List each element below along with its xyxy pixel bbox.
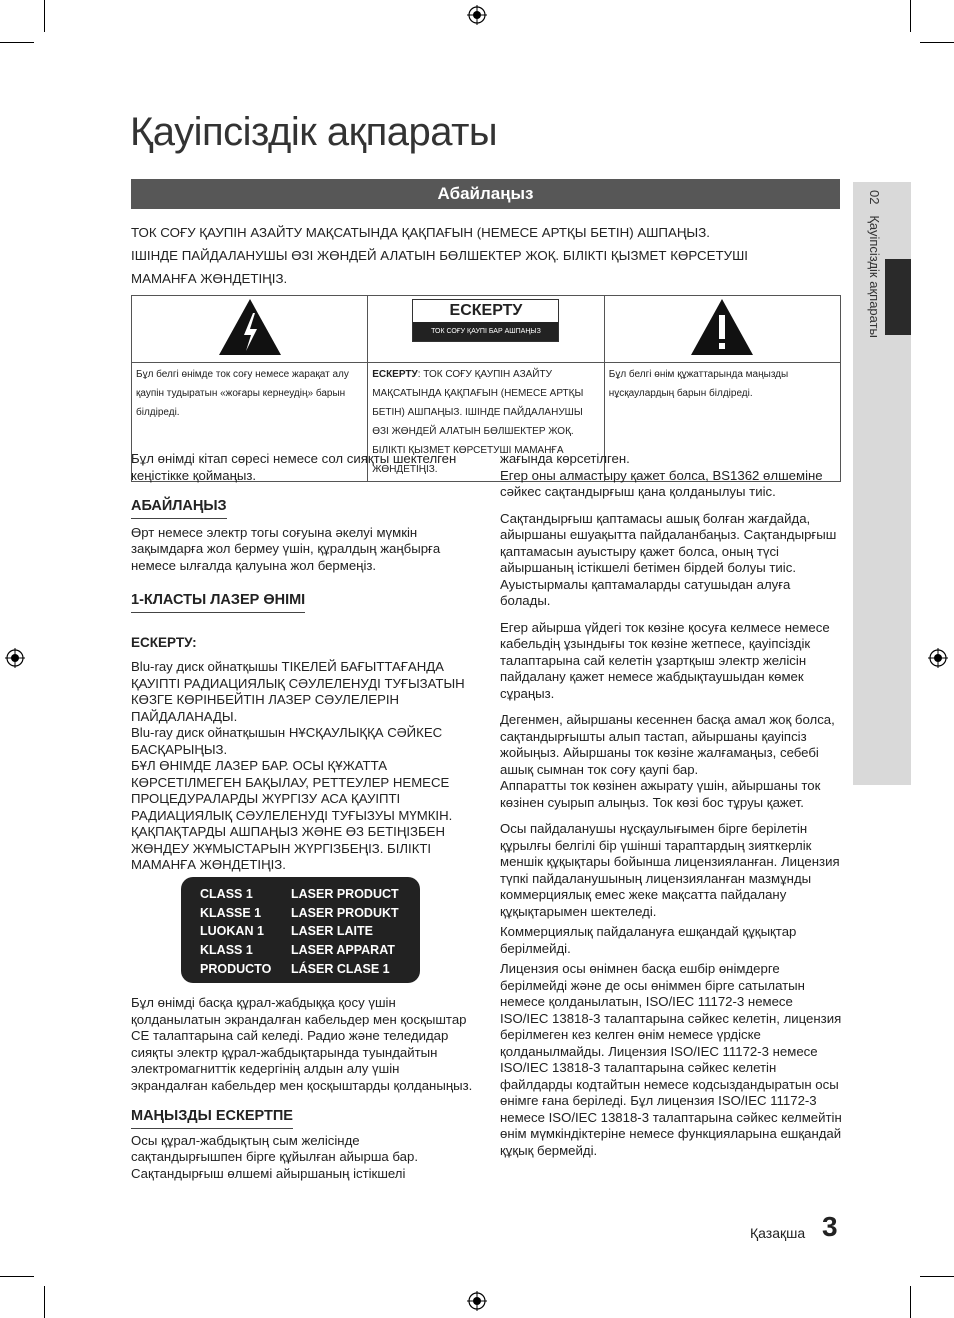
caution-box-cell <box>368 296 605 363</box>
paragraph: Осы пайдаланушы нұсқаулығымен бірге берілетін құрылғы белгілі бір үшінші тараптардың зияткерлік меншік құқықтары бойынша лицензияланған. Лицензия түпкі пайдаланушының лицензияланған мазмұнды коммерциялық емес жеке мақсатта пайдалану құқықтарымен шектеледі. <box>500 821 840 919</box>
lightning-cell <box>132 296 368 363</box>
sub-heading: ЕСКЕРТУ: <box>131 634 197 650</box>
left-column <box>131 451 473 884</box>
section-heading: МАҢЫЗДЫ ЕСКЕРТПЕ <box>131 1108 293 1129</box>
paragraph: Өрт немесе электр тогы соғуына әкелуі мүмкін зақымдарға жол бермеу үшін, құралдың жаңбырға немесе ылғалда қалуына жол бермеңіз. <box>131 524 441 573</box>
paragraph: Blu-ray диск ойнатқышы ТІКЕЛЕЙ БАҒЫТТАҒАНДА ҚАУІПТІ РАДИАЦИЯЛЫҚ СӘУЛЕЛЕНУДІ ТУҒЫЗАТЫН КӨЗГЕ КӨРІНБЕЙТІН ЛАЗЕР СӘУЛЕЛЕРІН ПАЙДАЛАНАДЫ. <box>131 659 465 724</box>
paragraph: Blu-ray диск ойнатқышын НҰСҚАУЛЫҚҚА СӘЙКЕС БАСҚАРЫҢЫЗ. <box>131 725 443 757</box>
crop-mark <box>910 0 911 32</box>
footer-language: Қазақша <box>750 1225 806 1241</box>
section-heading: АБАЙЛАҢЫЗ <box>131 498 227 519</box>
crop-mark <box>910 1286 911 1318</box>
exclamation-warning-icon <box>689 297 755 357</box>
paragraph: Бұл өнімді басқа құрал-жабдыққа қосу үшін қолданылатын экрандалған кабельдер мен қосқыштар CE талаптарына сай келеді. Радио және теледидар сияқты электр құрал-жабдықтарында туындайтын электромагниттік кедергінің алдын алу үшін экрандалған кабельдер мен қосқыштарды қолданыңыз. <box>131 995 473 1093</box>
left-column-lower <box>131 995 473 1192</box>
laser-label-row: KLASS 1 LASER APPARAT <box>200 943 395 957</box>
lightning-description: Бұл белгі өнімде ток соғу немесе жарақат алу қаупін тудыратын «жоғары кернеудің» барын білдіреді. <box>132 363 368 482</box>
page-number: 3 <box>822 1211 838 1242</box>
crop-mark <box>0 42 34 43</box>
paragraph: Аппаратты ток көзінен ажырату үшін, айыршаны ток көзінен суырып алыңыз. Ток көзі бос тұруы қажет. <box>500 778 821 810</box>
registration-target-icon <box>928 648 948 668</box>
caution-box-sub: ТОК СОҒУ ҚАУПІ БАР АШПАҢЫЗ <box>413 322 558 341</box>
crop-mark <box>44 1286 45 1318</box>
paragraph: жағында көрсетілген. <box>500 451 630 466</box>
section-heading: 1-КЛАСТЫ ЛАЗЕР ӨНІМІ <box>131 592 305 613</box>
exclamation-cell <box>604 296 840 363</box>
laser-label-row: LUOKAN 1 LASER LAITE <box>200 924 373 938</box>
right-column <box>500 451 842 1169</box>
registration-target-icon <box>467 5 487 25</box>
intro-text: ТОК СОҒУ ҚАУПІН АЗАЙТУ МАҚСАТЫНДА ҚАҚПАҒЫН (НЕМЕСЕ АРТҚЫ БЕТІН) АШПАҢЫЗ. ІШІНДЕ ПАЙДАЛАНУШЫ ӨЗІ ЖӨНДЕЙ АЛАТЫН БӨЛШЕКТЕР ЖОҚ. БІЛІКТІ ҚЫЗМЕТ КӨРСЕТУШІ МАМАНҒА ЖӨНДЕТІҢІЗ. <box>131 225 748 286</box>
laser-label-row: PRODUCTO LÁSER CLASE 1 <box>200 962 390 976</box>
paragraph: Сақтандырғыш қаптамасы ашық болған жағдайда, айыршаны ешуақытта пайдаланбаңыз. Сақтандырғыш қаптамасын ауыстыру қажет болса, оның түсі айыршаның істікшелі бетімен бірдей болуы тиіс. Ауыстырмалы қаптамаларды сатушыдан алуға болады. <box>500 510 837 608</box>
crop-mark <box>920 1276 954 1277</box>
side-tab-marker <box>885 259 911 335</box>
registration-target-icon <box>5 648 25 668</box>
caution-box <box>412 299 559 342</box>
crop-mark <box>920 42 954 43</box>
side-tab-label: 02 Қауіпсіздік ақпараты <box>867 190 882 338</box>
registration-target-icon <box>467 1291 487 1311</box>
paragraph: Егер айырша үйдегі ток көзіне қосуға келмесе немесе кабельдің ұзындығы ток көзіне жетпесе, қауіпсіздік талаптарына сай келетін ұзартқыш электр желісін пайдалану қажет немесе жабдықтаушыдан көмек сұраңыз. <box>500 619 830 701</box>
caution-bar: Абайлаңыз <box>131 179 840 209</box>
paragraph: БҰЛ ӨНІМДЕ ЛАЗЕР БАР. ОСЫ ҚҰЖАТТА КӨРСЕТІЛМЕГЕН БАҚЫЛАУ, РЕТТЕУЛЕР НЕМЕСЕ ПРОЦЕДУРАЛАРДЫ ЖҮРГІЗУ АСА ҚАУІПТІ РАДИАЦИЯЛЫҚ СӘУЛЕЛЕНУДІ ТУҒЫЗУЫ МҮМКІН. ҚАҚПАҚТАРДЫ АШПАҢЫЗ ЖӘНЕ ӨЗ БЕТІҢІЗБЕН ЖӨНДЕУ ЖҰМЫСТАРЫН ЖҮРГІЗБЕҢІЗ. БІЛІКТІ МАМАНҒА ЖӨНДЕТІҢІЗ. <box>131 758 453 872</box>
page-title: Қауіпсіздік ақпараты <box>130 110 498 154</box>
paragraph: Егер оны алмастыру қажет болса, BS1362 өлшеміне сәйкес сақтандырғыш қана қолданылуы тиіс. <box>500 467 823 499</box>
caution-description: ЕСКЕРТУ: ТОК СОҒУ ҚАУПІН АЗАЙТУ МАҚСАТЫНДА ҚАҚПАҒЫН (НЕМЕСЕ АРТҚЫ БЕТІН) АШПАҢЫЗ. ІШІНДЕ ПАЙДАЛАНУШЫ ӨЗІ ЖӨНДЕЙ АЛАТЫН БӨЛШЕКТЕР ЖОҚ. БІЛІКТІ ҚЫЗМЕТ КӨРСЕТУШІ МАМАНҒА ЖӨНДЕТІҢІЗ. <box>368 363 605 482</box>
laser-label-row: CLASS 1 LASER PRODUCT <box>200 887 399 901</box>
crop-mark <box>0 1276 34 1277</box>
laser-label-row: KLASSE 1 LASER PRODUKT <box>200 906 399 920</box>
exclamation-description: Бұл белгі өнім құжаттарында маңызды нұсқаулардың барын білдіреді. <box>604 363 840 482</box>
paragraph: Дегенмен, айыршаны кесеннен басқа амал жоқ болса, сақтандырғышты алып тастап, айыршаны қауіпсіз жойыңыз. Айыршаны ток көзіне жалғамаңыз, себебі ашық сымнан ток соғу қаупі бар. <box>500 712 835 777</box>
paragraph: Осы құрал-жабдықтың сым желісінде сақтандырғышпен бірге құйылған айырша бар. Сақтандырғыш өлшемі айыршаның істікшелі <box>131 1132 419 1181</box>
lightning-warning-icon <box>217 297 283 357</box>
crop-mark <box>44 0 45 32</box>
caution-box-header: ЕСКЕРТУ <box>413 300 558 322</box>
laser-class-label <box>181 877 420 983</box>
paragraph: Коммерциялық пайдалануға ешқандай құқықтар берілмейді. <box>500 924 797 956</box>
paragraph: Бұл өнімді кітап сөресі немесе сол сияқты шектелген кеңістікке қоймаңыз. <box>131 451 457 483</box>
paragraph: Лицензия осы өнімнен басқа ешбір өнімдерге берілмейді және де осы өніммен бірге сатылатын немесе қолданылатын, ISO/IEC 11172-3 немесе ISO/IEC 13818-3 талаптарына сәйкес келетін, лицензия берілмеген кез келген өнім немесе үрдіске қолданылмайды. Лицензия ISO/IEC 11172-3 немесе ISO/IEC 13818-3 талаптарына сәйкес келетін файлдарды кодтайтын немесе кодсыздандыратын осы өнімге ғана беріледі. Бұл лицензия ISO/IEC 11172-3 немесе ISO/IEC 13818-3 талаптарына сәйкес келмейтін өнім мүмкіндіктеріне немесе функцияларына ешқандай құқық бермейді. <box>500 961 842 1158</box>
